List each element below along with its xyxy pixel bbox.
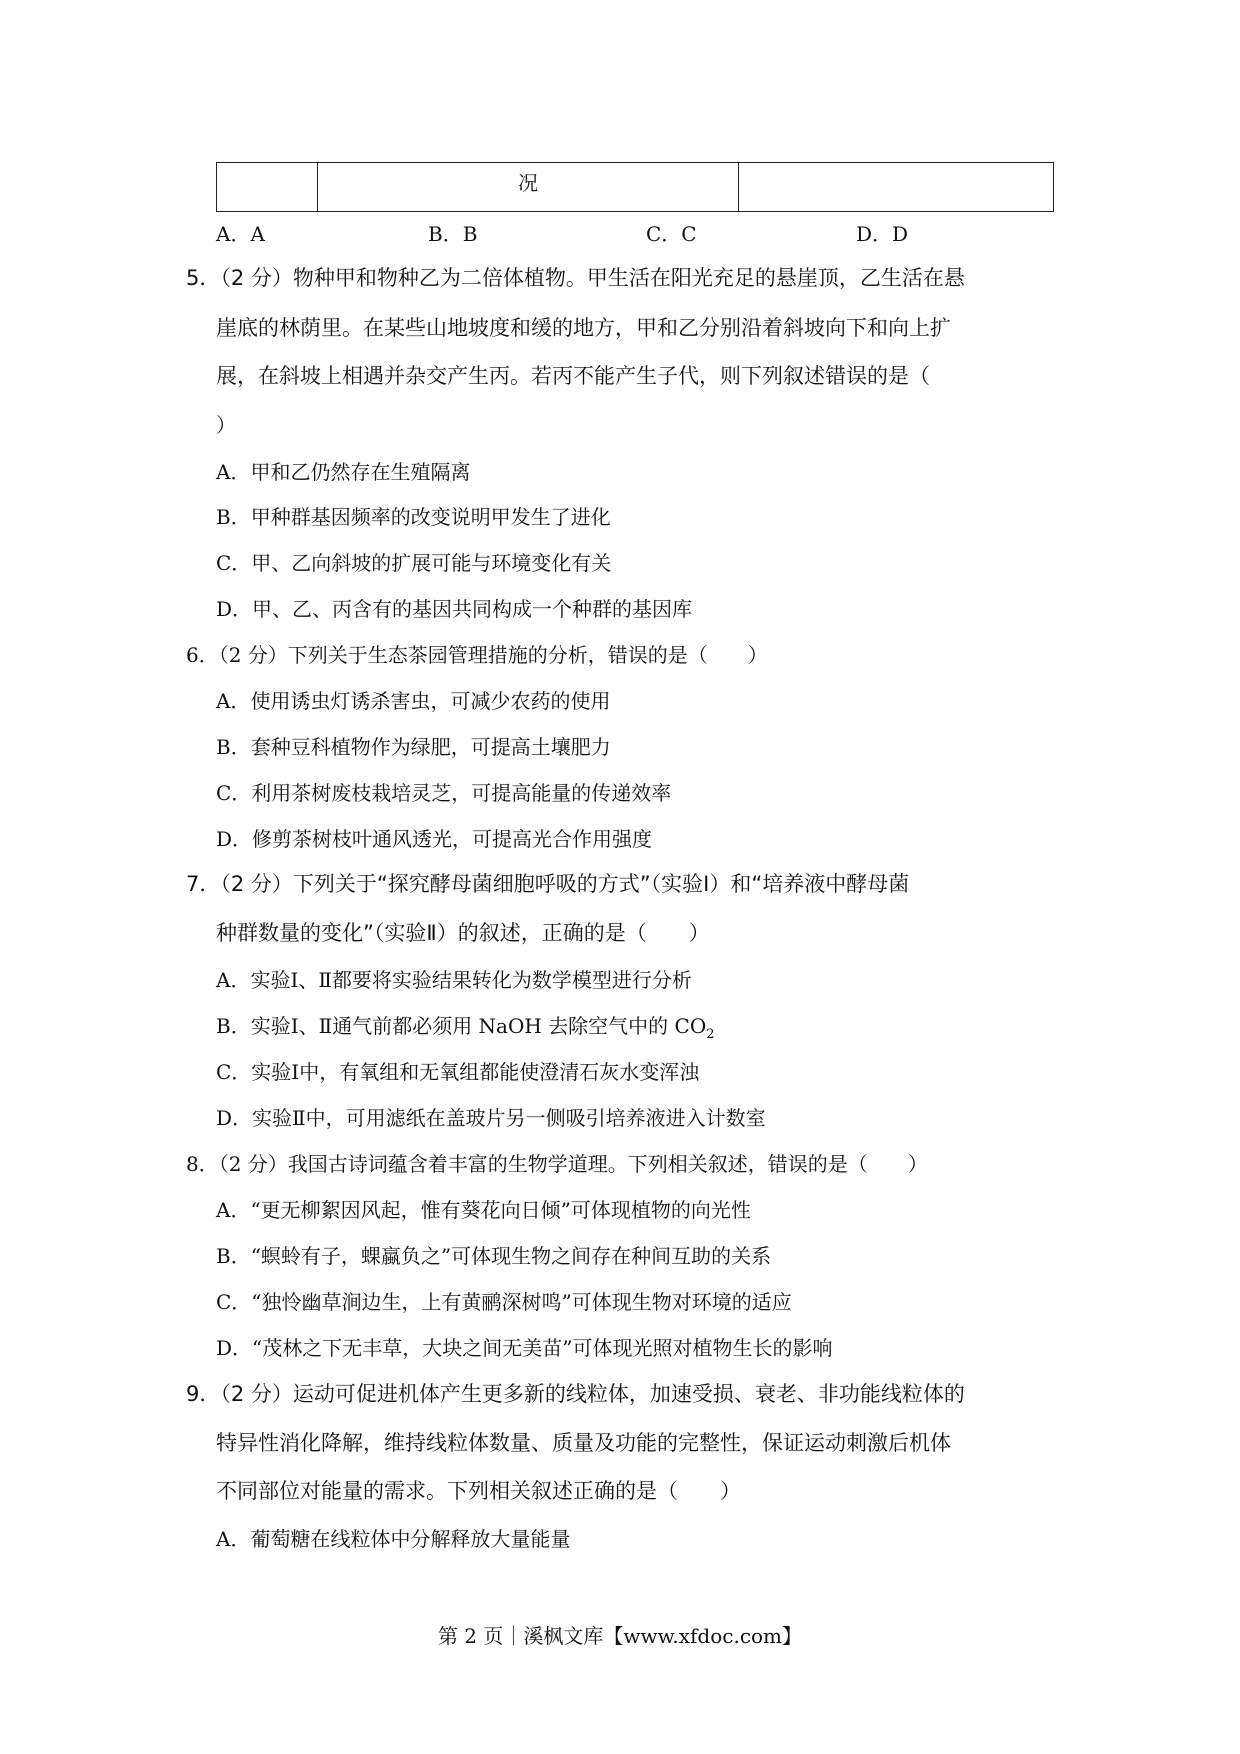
question-9-option-a[interactable]: A．葡萄糖在线粒体中分解释放大量能量 [216,1527,571,1551]
question-5-stem-line: 展，在斜坡上相遇并杂交产生丙。若丙不能产生子代，则下列叙述错误的是（ [216,364,930,388]
table-cell [217,163,318,211]
question-9-stem-line: 不同部位对能量的需求。下列相关叙述正确的是（ ） [216,1479,741,1503]
co2-subscript: 2 [706,1027,715,1042]
question-5-stem-line: ） [216,413,236,437]
choice-c[interactable]: C．C [646,222,697,246]
choice-b[interactable]: B．B [428,222,478,246]
question-9-stem-line: 特异性消化降解，维持线粒体数量、质量及功能的完整性，保证运动刺激后机体 [216,1431,951,1455]
question-7-option-c[interactable]: C．实验Ⅰ中，有氧组和无氧组都能使澄清石灰水变浑浊 [216,1060,700,1084]
question-5-option-d[interactable]: D．甲、乙、丙含有的基因共同构成一个种群的基因库 [216,597,693,621]
question-7-option-d[interactable]: D．实验Ⅱ中，可用滤纸在盖玻片另一侧吸引培养液进入计数室 [216,1106,766,1130]
question-7-option-a[interactable]: A．实验Ⅰ、Ⅱ都要将实验结果转化为数学模型进行分析 [216,968,692,992]
answer-table-fragment [216,162,1054,212]
question-7-stem-line: 7．（2 分）下列关于“探究酵母菌细胞呼吸的方式”（实验Ⅰ）和“培养液中酵母菌 [186,872,910,896]
question-7-option-b[interactable] [216,1010,715,1042]
question-6-option-d[interactable]: D．修剪茶树枝叶通风透光，可提高光合作用强度 [216,827,653,851]
option-b-text: B．实验Ⅰ、Ⅱ通气前都必须用 NaOH 去除空气中的 CO [216,1014,707,1038]
table-cell [739,163,1053,211]
question-5-option-b[interactable]: B．甲种群基因频率的改变说明甲发生了进化 [216,505,611,529]
question-4-choices [0,218,1240,246]
question-6-option-c[interactable]: C．利用茶树废枝栽培灵芝，可提高能量的传递效率 [216,781,672,805]
question-5-option-c[interactable]: C．甲、乙向斜坡的扩展可能与环境变化有关 [216,551,612,575]
question-6-option-b[interactable]: B．套种豆科植物作为绿肥，可提高土壤肥力 [216,735,611,759]
question-7-stem-line: 种群数量的变化”（实验Ⅱ）的叙述，正确的是（ ） [216,921,710,945]
question-8-stem: 8．（2 分）我国古诗词蕴含着丰富的生物学道理。下列相关叙述，错误的是（ ） [186,1152,928,1176]
question-8-option-c[interactable]: C．“独怜幽草涧边生，上有黄鹂深树鸣”可体现生物对环境的适应 [216,1290,792,1314]
question-8-option-a[interactable]: A．“更无柳絮因风起，惟有葵花向日倾”可体现植物的向光性 [216,1198,751,1222]
table-cell: 况 [318,163,739,211]
question-5-option-a[interactable]: A．甲和乙仍然存在生殖隔离 [216,460,471,484]
page-footer: 第 2 页｜溪枫文库【www.xfdoc.com】 [437,1624,803,1648]
question-9-stem-line: 9．（2 分）运动可促进机体产生更多新的线粒体，加速受损、衰老、非功能线粒体的 [186,1382,965,1406]
question-5-stem-line: 崖底的林荫里。在某些山地坡度和缓的地方，甲和乙分别沿着斜坡向下和向上扩 [216,316,951,340]
question-8-option-d[interactable]: D．“茂林之下无丰草，大块之间无美苗”可体现光照对植物生长的影响 [216,1336,833,1360]
question-5-stem-line: 5．（2 分）物种甲和物种乙为二倍体植物。甲生活在阳光充足的悬崖顶，乙生活在悬 [186,266,965,290]
choice-d[interactable]: D．D [856,222,909,246]
question-8-option-b[interactable]: B．“螟蛉有子，蜾蠃负之”可体现生物之间存在种间互助的关系 [216,1244,772,1268]
question-6-option-a[interactable]: A．使用诱虫灯诱杀害虫，可减少农药的使用 [216,689,611,713]
choice-a[interactable]: A．A [216,222,265,246]
question-6-stem: 6．（2 分）下列关于生态茶园管理措施的分析，错误的是（ ） [186,643,768,667]
